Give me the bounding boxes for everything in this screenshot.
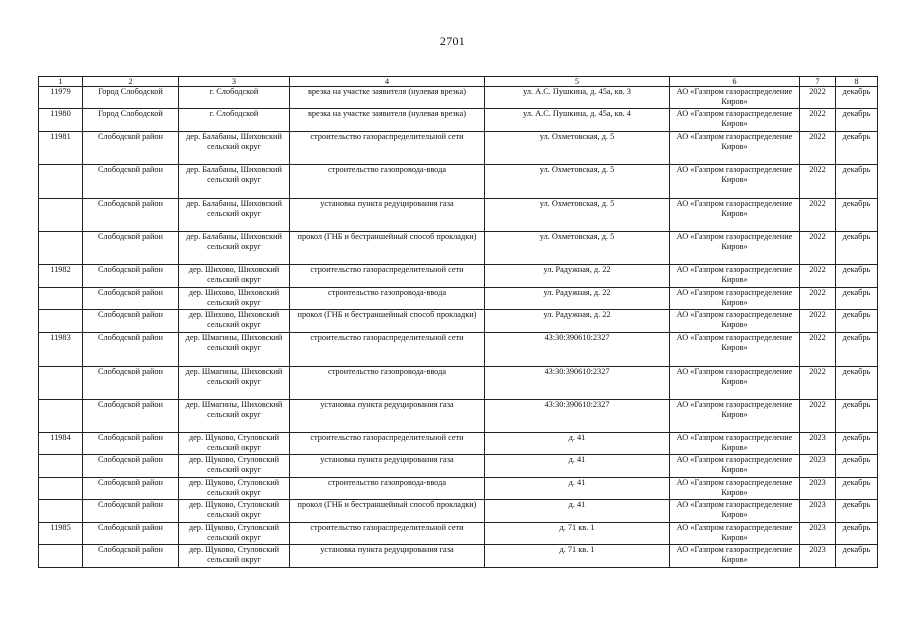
row-number — [39, 165, 83, 199]
row-number: 11983 — [39, 333, 83, 367]
row-number: 11979 — [39, 87, 83, 109]
district-cell: Слободской район — [83, 433, 179, 455]
work-type-cell: установка пункта редуцирования газа — [290, 199, 485, 232]
month-cell: декабрь — [836, 500, 878, 523]
row-number: 11980 — [39, 109, 83, 132]
organization-cell: АО «Газпром газораспределение Киров» — [670, 87, 800, 109]
settlement-cell: дер. Шмагины, Шиховский сельский округ — [179, 367, 290, 400]
year-cell: 2022 — [800, 199, 836, 232]
row-number — [39, 232, 83, 265]
work-type-cell: строительство газораспределительной сети — [290, 523, 485, 545]
row-number — [39, 455, 83, 478]
year-cell: 2022 — [800, 165, 836, 199]
column-number: 5 — [485, 77, 670, 87]
district-cell: Слободской район — [83, 333, 179, 367]
row-number: 11981 — [39, 132, 83, 165]
work-type-cell: установка пункта редуцирования газа — [290, 545, 485, 568]
table-row — [39, 165, 878, 199]
address-cell: д. 41 — [485, 455, 670, 478]
row-number — [39, 545, 83, 568]
year-cell: 2023 — [800, 478, 836, 500]
row-number — [39, 199, 83, 232]
settlement-cell: г. Слободской — [179, 109, 290, 132]
month-cell: декабрь — [836, 232, 878, 265]
month-cell: декабрь — [836, 265, 878, 288]
table-row — [39, 232, 878, 265]
column-number: 6 — [670, 77, 800, 87]
address-cell: д. 41 — [485, 433, 670, 455]
month-cell: декабрь — [836, 132, 878, 165]
organization-cell: АО «Газпром газораспределение Киров» — [670, 545, 800, 568]
organization-cell: АО «Газпром газораспределение Киров» — [670, 165, 800, 199]
address-cell: д. 41 — [485, 478, 670, 500]
month-cell: декабрь — [836, 310, 878, 333]
district-cell: Слободской район — [83, 199, 179, 232]
row-number: 11982 — [39, 265, 83, 288]
table-row — [39, 132, 878, 165]
organization-cell: АО «Газпром газораспределение Киров» — [670, 333, 800, 367]
column-number: 3 — [179, 77, 290, 87]
table-row — [39, 367, 878, 400]
district-cell: Город Слободской — [83, 87, 179, 109]
row-number — [39, 400, 83, 433]
district-cell: Слободской район — [83, 500, 179, 523]
row-number: 11985 — [39, 523, 83, 545]
table-row — [39, 478, 878, 500]
column-number-row — [39, 77, 878, 87]
address-cell: ул. А.С. Пушкина, д. 45а, кв. 3 — [485, 87, 670, 109]
settlement-cell: г. Слободской — [179, 87, 290, 109]
settlement-cell: дер. Щуково, Стуловский сельский округ — [179, 455, 290, 478]
register-table — [38, 76, 878, 568]
work-type-cell: установка пункта редуцирования газа — [290, 455, 485, 478]
year-cell: 2023 — [800, 545, 836, 568]
work-type-cell: врезка на участке заявителя (нулевая врезка) — [290, 87, 485, 109]
table-row — [39, 288, 878, 310]
work-type-cell: строительство газопровода-ввода — [290, 478, 485, 500]
organization-cell: АО «Газпром газораспределение Киров» — [670, 523, 800, 545]
month-cell: декабрь — [836, 367, 878, 400]
district-cell: Слободской район — [83, 367, 179, 400]
district-cell: Слободской район — [83, 132, 179, 165]
year-cell: 2022 — [800, 367, 836, 400]
address-cell: ул. Охметовская, д. 5 — [485, 132, 670, 165]
organization-cell: АО «Газпром газораспределение Киров» — [670, 400, 800, 433]
year-cell: 2022 — [800, 310, 836, 333]
work-type-cell: строительство газопровода-ввода — [290, 367, 485, 400]
table-row — [39, 545, 878, 568]
district-cell: Слободской район — [83, 165, 179, 199]
month-cell: декабрь — [836, 333, 878, 367]
district-cell: Слободской район — [83, 310, 179, 333]
address-cell: д. 41 — [485, 500, 670, 523]
address-cell: 43:30:390610:2327 — [485, 333, 670, 367]
address-cell: ул. Охметовская, д. 5 — [485, 165, 670, 199]
settlement-cell: дер. Шихово, Шиховский сельский округ — [179, 310, 290, 333]
year-cell: 2022 — [800, 400, 836, 433]
address-cell: ул. А.С. Пушкина, д. 45а, кв. 4 — [485, 109, 670, 132]
organization-cell: АО «Газпром газораспределение Киров» — [670, 199, 800, 232]
row-number — [39, 288, 83, 310]
organization-cell: АО «Газпром газораспределение Киров» — [670, 288, 800, 310]
year-cell: 2022 — [800, 87, 836, 109]
page-number: 2701 — [439, 34, 466, 48]
organization-cell: АО «Газпром газораспределение Киров» — [670, 265, 800, 288]
address-cell: ул. Радужная, д. 22 — [485, 265, 670, 288]
organization-cell: АО «Газпром газораспределение Киров» — [670, 500, 800, 523]
organization-cell: АО «Газпром газораспределение Киров» — [670, 455, 800, 478]
work-type-cell: врезка на участке заявителя (нулевая врезка) — [290, 109, 485, 132]
address-cell: ул. Охметовская, д. 5 — [485, 232, 670, 265]
settlement-cell: дер. Щуково, Стуловский сельский округ — [179, 478, 290, 500]
address-cell: д. 71 кв. 1 — [485, 545, 670, 568]
year-cell: 2023 — [800, 455, 836, 478]
year-cell: 2022 — [800, 288, 836, 310]
settlement-cell: дер. Балабаны, Шиховский сельский округ — [179, 232, 290, 265]
settlement-cell: дер. Щуково, Стуловский сельский округ — [179, 523, 290, 545]
settlement-cell: дер. Щуково, Стуловский сельский округ — [179, 433, 290, 455]
district-cell: Слободской район — [83, 265, 179, 288]
district-cell: Слободской район — [83, 400, 179, 433]
settlement-cell: дер. Шихово, Шиховский сельский округ — [179, 265, 290, 288]
settlement-cell: дер. Балабаны, Шиховский сельский округ — [179, 165, 290, 199]
row-number — [39, 310, 83, 333]
table-row — [39, 455, 878, 478]
month-cell: декабрь — [836, 433, 878, 455]
organization-cell: АО «Газпром газораспределение Киров» — [670, 132, 800, 165]
settlement-cell: дер. Щуково, Стуловский сельский округ — [179, 545, 290, 568]
work-type-cell: строительство газораспределительной сети — [290, 333, 485, 367]
month-cell: декабрь — [836, 87, 878, 109]
year-cell: 2023 — [800, 523, 836, 545]
table-row — [39, 500, 878, 523]
month-cell: декабрь — [836, 288, 878, 310]
year-cell: 2022 — [800, 265, 836, 288]
table-row — [39, 310, 878, 333]
organization-cell: АО «Газпром газораспределение Киров» — [670, 109, 800, 132]
settlement-cell: дер. Балабаны, Шиховский сельский округ — [179, 199, 290, 232]
district-cell: Слободской район — [83, 455, 179, 478]
month-cell: декабрь — [836, 455, 878, 478]
month-cell: декабрь — [836, 165, 878, 199]
column-number: 8 — [836, 77, 878, 87]
work-type-cell: прокол (ГНБ и бестраншейный способ прокладки) — [290, 310, 485, 333]
district-cell: Слободской район — [83, 545, 179, 568]
address-cell: ул. Радужная, д. 22 — [485, 310, 670, 333]
column-number: 4 — [290, 77, 485, 87]
year-cell: 2022 — [800, 132, 836, 165]
address-cell: 43:30:390610:2327 — [485, 367, 670, 400]
district-cell: Слободской район — [83, 523, 179, 545]
month-cell: декабрь — [836, 478, 878, 500]
district-cell: Слободской район — [83, 288, 179, 310]
table-row — [39, 433, 878, 455]
organization-cell: АО «Газпром газораспределение Киров» — [670, 310, 800, 333]
district-cell: Слободской район — [83, 478, 179, 500]
table-row — [39, 400, 878, 433]
column-number: 2 — [83, 77, 179, 87]
table-row — [39, 109, 878, 132]
organization-cell: АО «Газпром газораспределение Киров» — [670, 232, 800, 265]
address-cell: 43:30:390610:2327 — [485, 400, 670, 433]
organization-cell: АО «Газпром газораспределение Киров» — [670, 433, 800, 455]
year-cell: 2022 — [800, 333, 836, 367]
year-cell: 2022 — [800, 232, 836, 265]
table-row — [39, 333, 878, 367]
month-cell: декабрь — [836, 400, 878, 433]
work-type-cell: строительство газораспределительной сети — [290, 433, 485, 455]
column-number: 7 — [800, 77, 836, 87]
work-type-cell: строительство газораспределительной сети — [290, 265, 485, 288]
address-cell: д. 71 кв. 1 — [485, 523, 670, 545]
settlement-cell: дер. Балабаны, Шиховский сельский округ — [179, 132, 290, 165]
year-cell: 2023 — [800, 433, 836, 455]
row-number — [39, 500, 83, 523]
work-type-cell: строительство газопровода-ввода — [290, 165, 485, 199]
settlement-cell: дер. Шмагины, Шиховский сельский округ — [179, 333, 290, 367]
row-number: 11984 — [39, 433, 83, 455]
address-cell: ул. Радужная, д. 22 — [485, 288, 670, 310]
table-row — [39, 199, 878, 232]
settlement-cell: дер. Шмагины, Шиховский сельский округ — [179, 400, 290, 433]
column-number: 1 — [39, 77, 83, 87]
table-row — [39, 87, 878, 109]
year-cell: 2022 — [800, 109, 836, 132]
organization-cell: АО «Газпром газораспределение Киров» — [670, 367, 800, 400]
settlement-cell: дер. Щуково, Стуловский сельский округ — [179, 500, 290, 523]
work-type-cell: строительство газопровода-ввода — [290, 288, 485, 310]
address-cell: ул. Охметовская, д. 5 — [485, 199, 670, 232]
month-cell: декабрь — [836, 523, 878, 545]
work-type-cell: прокол (ГНБ и бестраншейный способ прокладки) — [290, 500, 485, 523]
year-cell: 2023 — [800, 500, 836, 523]
month-cell: декабрь — [836, 109, 878, 132]
table-row — [39, 265, 878, 288]
month-cell: декабрь — [836, 199, 878, 232]
work-type-cell: прокол (ГНБ и бестраншейный способ прокладки) — [290, 232, 485, 265]
row-number — [39, 478, 83, 500]
settlement-cell: дер. Шихово, Шиховский сельский округ — [179, 288, 290, 310]
work-type-cell: строительство газораспределительной сети — [290, 132, 485, 165]
district-cell: Город Слободской — [83, 109, 179, 132]
month-cell: декабрь — [836, 545, 878, 568]
work-type-cell: установка пункта редуцирования газа — [290, 400, 485, 433]
district-cell: Слободской район — [83, 232, 179, 265]
table-row — [39, 523, 878, 545]
row-number — [39, 367, 83, 400]
organization-cell: АО «Газпром газораспределение Киров» — [670, 478, 800, 500]
